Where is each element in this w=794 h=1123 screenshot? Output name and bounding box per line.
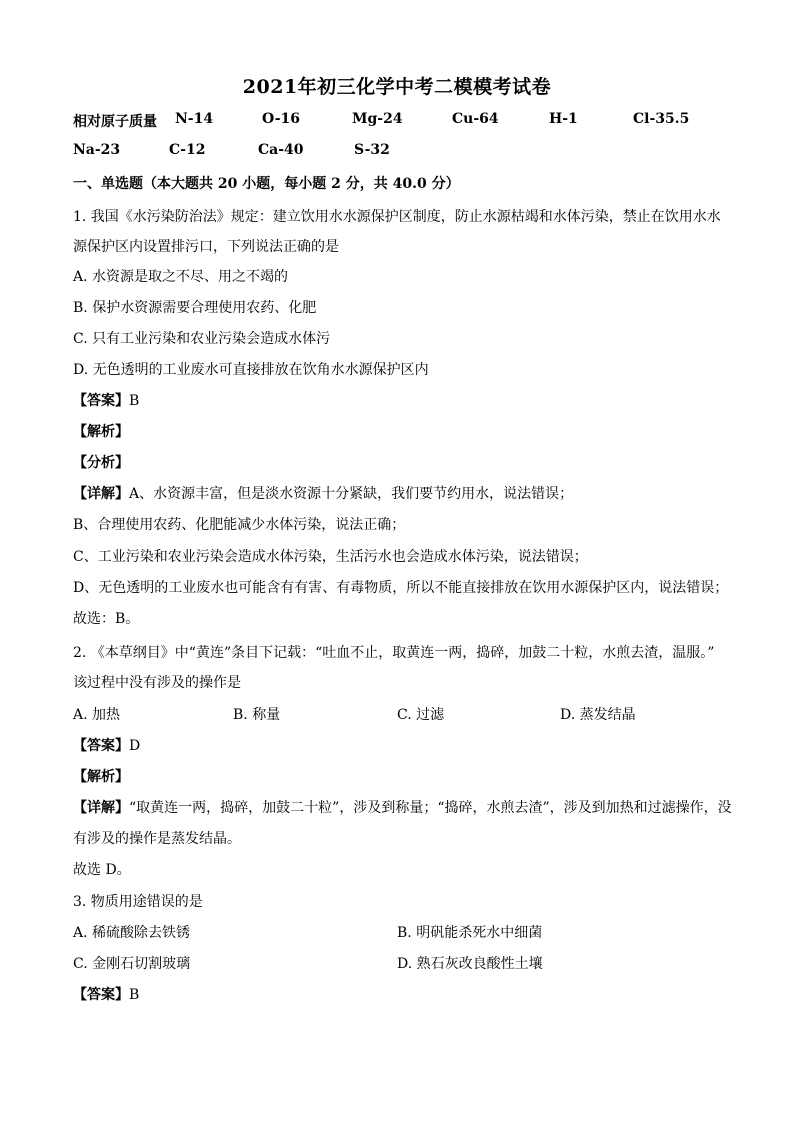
atomic-mass-label: 相对原子质量 <box>73 114 157 130</box>
q1-analysis-tag <box>73 421 129 441</box>
q3-answer <box>73 984 139 1004</box>
q2-detail-tag: 【详解】 <box>73 800 129 816</box>
q2-option-c: C. 过滤 <box>397 707 445 723</box>
q2-option-b: B. 称量 <box>233 707 281 723</box>
q1-stem-line-2: 源保护区内设置排污口，下列说法正确的是 <box>73 239 339 255</box>
section-heading: 一、单选题（本大题共 20 小题，每小题 2 分，共 40.0 分） <box>73 176 460 192</box>
q1-stem-line-1: 1. 我国《水污染防治法》规定：建立饮用水水源保护区制度，防止水源枯竭和水体污染，禁止在饮用水水 <box>73 209 721 225</box>
atomic-mass-h: H-1 <box>549 111 578 127</box>
q2-detail-line-1 <box>73 797 732 817</box>
q1-conclusion: 故选：B。 <box>73 611 140 627</box>
q2-answer-value: D <box>129 738 141 754</box>
atomic-mass-row-2 <box>73 142 733 162</box>
q1-detail-text-1: A、水资源丰富，但是淡水资源十分紧缺，我们要节约用水，说法错误； <box>129 486 574 502</box>
q3-option-c: C. 金刚石切割玻璃 <box>73 956 191 972</box>
q1-option-a: A. 水资源是取之不尽、用之不竭的 <box>73 269 289 285</box>
q1-answer <box>73 390 139 410</box>
atomic-mass-row-1 <box>73 111 733 131</box>
q2-conclusion: 故选 D。 <box>73 862 131 878</box>
q3-options-row-1 <box>73 922 733 942</box>
q3-answer-value: B <box>129 987 140 1003</box>
q1-detail-tag: 【详解】 <box>73 486 129 502</box>
q1-detail-line-2: B、合理使用农药、化肥能减少水体污染，说法正确； <box>73 517 406 533</box>
q2-stem-line-1: 2. 《本草纲目》中“黄连”条目下记载：“吐血不止，取黄连一两，捣碎，加鼓二十粒，水煎去渣，温服。” <box>73 645 715 661</box>
q2-options-row <box>73 704 733 724</box>
q3-option-b: B. 明矾能杀死水中细菌 <box>397 925 543 941</box>
q1-analysis-label: 【解析】 <box>73 424 129 440</box>
q1-detail-line-1 <box>73 483 573 503</box>
atomic-mass-s: S-32 <box>354 142 390 158</box>
atomic-mass-c: C-12 <box>169 142 206 158</box>
atomic-mass-mg: Mg-24 <box>352 111 403 127</box>
exam-title: 2021年初三化学中考二模模考试卷 <box>242 76 552 98</box>
atomic-mass-o: O-16 <box>262 111 301 127</box>
q2-answer-tag: 【答案】 <box>73 738 129 754</box>
q3-option-a: A. 稀硫酸除去铁锈 <box>73 925 191 941</box>
q2-analysis-label: 【解析】 <box>73 769 129 785</box>
atomic-mass-cu: Cu-64 <box>452 111 499 127</box>
q1-detail-line-4: D、无色透明的工业废水也可能含有有害、有毒物质，所以不能直接排放在饮用水源保护区内，说法错误； <box>73 580 729 596</box>
q1-option-c: C. 只有工业污染和农业污染会造成水体污 <box>73 331 331 347</box>
q1-fenxi-tag <box>73 452 129 472</box>
q2-analysis-tag <box>73 766 129 786</box>
q1-option-b: B. 保护水资源需要合理使用农药、化肥 <box>73 300 317 316</box>
q2-answer <box>73 735 140 755</box>
q1-option-d: D. 无色透明的工业废水可直接排放在饮角水水源保护区内 <box>73 362 429 378</box>
atomic-mass-na: Na-23 <box>73 142 121 158</box>
atomic-mass-ca: Ca-40 <box>258 142 304 158</box>
atomic-mass-cl: Cl-35.5 <box>633 111 690 127</box>
q3-answer-tag: 【答案】 <box>73 987 129 1003</box>
q1-answer-tag: 【答案】 <box>73 393 129 409</box>
q1-answer-value: B <box>129 393 140 409</box>
q2-detail-text-1: “取黄连一两，捣碎，加鼓二十粒”，涉及到称量；“捣碎，水煎去渣”，涉及到加热和过滤操作，没 <box>129 800 732 816</box>
q1-fenxi-label: 【分析】 <box>73 455 129 471</box>
q2-stem-line-2: 该过程中没有涉及的操作是 <box>73 675 241 691</box>
q2-detail-line-2: 有涉及的操作是蒸发结晶。 <box>73 831 241 847</box>
q3-option-d: D. 熟石灰改良酸性土壤 <box>397 956 543 972</box>
q1-detail-line-3: C、工业污染和农业污染会造成水体污染，生活污水也会造成水体污染，说法错误； <box>73 549 588 565</box>
q2-option-d: D. 蒸发结晶 <box>560 707 636 723</box>
atomic-mass-n: N-14 <box>175 111 214 127</box>
q2-option-a: A. 加热 <box>73 707 121 723</box>
q3-options-row-2 <box>73 953 733 973</box>
q3-stem: 3. 物质用途错误的是 <box>73 894 203 910</box>
